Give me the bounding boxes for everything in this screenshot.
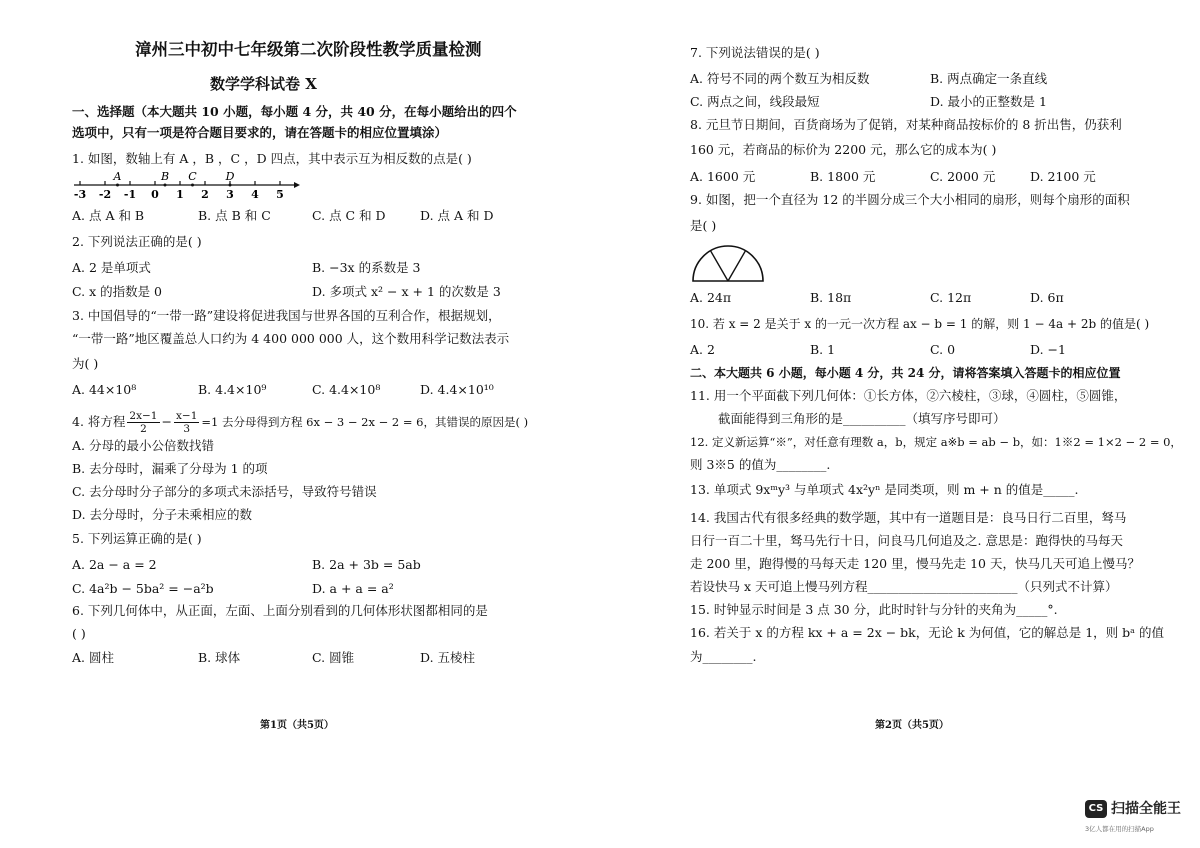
number-line-tick-label: 1 — [176, 188, 184, 201]
page-footer-left: 第1页（共5页） — [260, 720, 334, 731]
brand-tagline: 3亿人都在用的扫描App — [1085, 825, 1154, 833]
q11-line2: 截面能得到三角形的是__________（填写序号即可） — [718, 411, 1006, 426]
number-line-tick-label: -2 — [98, 188, 112, 201]
q7-stem: 7. 下列说法错误的是( ) — [690, 45, 820, 60]
q7-option-a: A. 符号不同的两个数互为相反数 — [690, 71, 870, 86]
q4-option-a: A. 分母的最小公倍数找错 — [72, 438, 214, 453]
q9-option-b: B. 18π — [810, 290, 852, 305]
q2-option-a: A. 2 是单项式 — [72, 260, 151, 275]
q4-fraction-2 — [174, 410, 199, 435]
number-line-point-label: C — [188, 170, 197, 183]
q1-option-b: B. 点 B 和 C — [198, 208, 271, 223]
q4-option-c: C. 去分母时分子部分的多项式未添括号，导致符号错误 — [72, 484, 377, 499]
q4-fraction-1 — [127, 410, 159, 435]
q4-stem-a: 4. 将方程 — [72, 414, 126, 429]
q2-stem: 2. 下列说法正确的是( ) — [72, 234, 202, 249]
page-footer-right: 第2页（共5页） — [875, 720, 949, 731]
number-line-point-label: D — [225, 170, 235, 183]
number-line-point — [116, 184, 119, 187]
q6-option-d: D. 五棱柱 — [420, 650, 476, 665]
q5-option-c: C. 4a²b − 5ba² = −a²b — [72, 581, 214, 596]
q10-option-c: C. 0 — [930, 342, 956, 357]
q4-stem — [72, 408, 528, 436]
q1-option-a: A. 点 A 和 B — [72, 208, 145, 223]
section1-line2: 选项中，只有一项是符合题目要求的，请在答题卡的相应位置填涂） — [72, 125, 448, 140]
q12-line1: 12. 定义新运算“※”，对任意有理数 a，b，规定 a※b = ab − b，如：1※2 = 1×2 − 2 = 0， — [690, 435, 1182, 449]
q5-option-b: B. 2a + 3b = 5ab — [312, 557, 421, 572]
number-line-point — [191, 184, 194, 187]
q3-option-a: A. 44×10⁸ — [72, 382, 137, 397]
semicircle-figure — [692, 244, 764, 284]
q4-frac1-den: 2 — [140, 422, 147, 435]
q4-option-b: B. 去分母时，漏乘了分母为 1 的项 — [72, 461, 268, 476]
q3-option-d: D. 4.4×10¹⁰ — [420, 382, 494, 397]
number-line-point-label: B — [160, 170, 170, 183]
q6-line1: 6. 下列几何体中，从正面，左面、上面分别看到的几何体形状图都相同的是 — [72, 603, 488, 618]
q9-line2: 是( ) — [690, 218, 717, 233]
q1-stem: 1. 如图，数轴上有 A ，B ，C ，D 四点，其中表示互为相反数的点是( ) — [72, 151, 472, 166]
number-line-tick-label: 3 — [226, 188, 234, 201]
scanner-watermark — [1085, 798, 1190, 842]
number-line-point — [229, 184, 232, 187]
q9-option-c: C. 12π — [930, 290, 972, 305]
exam-subtitle: 数学学科试卷 X — [210, 75, 317, 93]
q8-option-b: B. 1800 元 — [810, 169, 876, 184]
number-line-point — [164, 184, 167, 187]
q8-line1: 8. 元旦节日期间，百货商场为了促销，对某种商品按标价的 8 折出售，仍获利 — [690, 117, 1122, 132]
q8-option-a: A. 1600 元 — [690, 169, 756, 184]
q9-option-d: D. 6π — [1030, 290, 1064, 305]
exam-title: 漳州三中初中七年级第二次阶段性教学质量检测 — [135, 40, 482, 59]
q10-option-b: B. 1 — [810, 342, 836, 357]
q6-line2: ( ) — [72, 626, 86, 641]
q7-option-c: C. 两点之间，线段最短 — [690, 94, 820, 109]
q6-option-c: C. 圆锥 — [312, 650, 355, 665]
q12-line2: 则 3※5 的值为________. — [690, 457, 831, 472]
q4-frac2-den: 3 — [183, 422, 191, 435]
q10-option-a: A. 2 — [690, 342, 715, 357]
number-line — [72, 172, 302, 202]
q5-option-d: D. a + a = a² — [312, 581, 394, 596]
q2-option-d: D. 多项式 x² − x + 1 的次数是 3 — [312, 284, 501, 299]
q3-option-b: B. 4.4×10⁹ — [198, 382, 267, 397]
q5-stem: 5. 下列运算正确的是( ) — [72, 531, 202, 546]
q14-line2: 日行一百二十里，驽马先行十日，问良马几何追及之. 意思是：跑得快的马每天 — [690, 533, 1123, 548]
q6-option-b: B. 球体 — [198, 650, 241, 665]
q3-option-c: C. 4.4×10⁸ — [312, 382, 381, 397]
q4-stem-b: =1 去分母得到方程 6x − 3 − 2x − 2 = 6，其错误的原因是( ) — [201, 415, 529, 429]
q3-line2: “一带一路”地区覆盖总人口约为 4 400 000 000 人，这个数用科学记数法表示 — [72, 331, 510, 346]
q9-line1: 9. 如图，把一个直径为 12 的半圆分成三个大小相同的扇形，则每个扇形的面积 — [690, 192, 1130, 207]
camscanner-logo-icon: CS — [1085, 800, 1107, 818]
q7-option-b: B. 两点确定一条直线 — [930, 71, 1048, 86]
q15-stem: 15. 时钟显示时间是 3 点 30 分，此时时针与分针的夹角为_____°. — [690, 602, 1058, 617]
q8-line2: 160 元，若商品的标价为 2200 元，那么它的成本为( ) — [690, 142, 997, 157]
q14-line3: 走 200 里，跑得慢的马每天走 120 里，慢马先走 10 天，快马几天可追上慢马？ — [690, 556, 1140, 571]
q4-minus: − — [161, 414, 172, 429]
q3-line1: 3. 中国倡导的“一带一路”建设将促进我国与世界各国的互利合作，根据规划， — [72, 308, 501, 323]
number-line-tick-label: 2 — [201, 188, 209, 201]
q6-option-a: A. 圆柱 — [72, 650, 114, 665]
q4-frac2-num: x−1 — [175, 409, 198, 422]
q7-option-d: D. 最小的正整数是 1 — [930, 94, 1047, 109]
q1-option-c: C. 点 C 和 D — [312, 208, 386, 223]
q2-option-c: C. x 的指数是 0 — [72, 284, 163, 299]
q3-line3: 为( ) — [72, 356, 99, 371]
section2-header: 二、本大题共 6 小题，每小题 4 分，共 24 分，请将答案填入答题卡的相应位置 — [690, 366, 1121, 380]
q14-line4: 若设快马 x 天可追上慢马列方程________________________（只列式不计算） — [690, 579, 1118, 594]
q2-option-b: B. −3x 的系数是 3 — [312, 260, 421, 275]
number-line-tick-label: 0 — [151, 188, 159, 201]
q13-stem: 13. 单项式 9xᵐy³ 与单项式 4x²yⁿ 是同类项，则 m + n 的值是_____. — [690, 482, 1079, 497]
q10-stem: 10. 若 x = 2 是关于 x 的一元一次方程 ax − b = 1 的解，则 1 − 4a + 2b 的值是( ) — [690, 317, 1150, 331]
number-line-tick-label: -3 — [73, 188, 87, 201]
q14-line1: 14. 我国古代有很多经典的数学题，其中有一道题目是：良马日行二百里，驽马 — [690, 510, 1127, 525]
q16-line2: 为________. — [690, 649, 757, 664]
q4-option-d: D. 去分母时，分子未乘相应的数 — [72, 507, 253, 522]
number-line-tick-label: -1 — [123, 188, 137, 201]
section1-line1: 一、选择题（本大题共 10 小题，每小题 4 分，共 40 分，在每小题给出的四个 — [72, 104, 517, 119]
number-line-tick-label: 5 — [276, 188, 284, 201]
q5-option-a: A. 2a − a = 2 — [72, 557, 157, 572]
q11-line1: 11. 用一个平面截下列几何体：①长方体，②六棱柱，③球，④圆柱，⑤圆锥， — [690, 388, 1127, 403]
q8-option-d: D. 2100 元 — [1030, 169, 1096, 184]
brand-name: 扫描全能王 — [1111, 801, 1181, 817]
number-line-tick-label: 4 — [251, 188, 259, 201]
q9-option-a: A. 24π — [690, 290, 732, 305]
q8-option-c: C. 2000 元 — [930, 169, 996, 184]
number-line-point-label: A — [113, 170, 122, 183]
q4-frac1-num: 2x−1 — [129, 409, 158, 422]
right-page — [600, 0, 1200, 848]
q1-option-d: D. 点 A 和 D — [420, 208, 494, 223]
q10-option-d: D. −1 — [1030, 342, 1066, 357]
q16-line1: 16. 若关于 x 的方程 kx + a = 2x − bk，无论 k 为何值，它的解总是 1，则 bᵃ 的值 — [690, 625, 1164, 640]
